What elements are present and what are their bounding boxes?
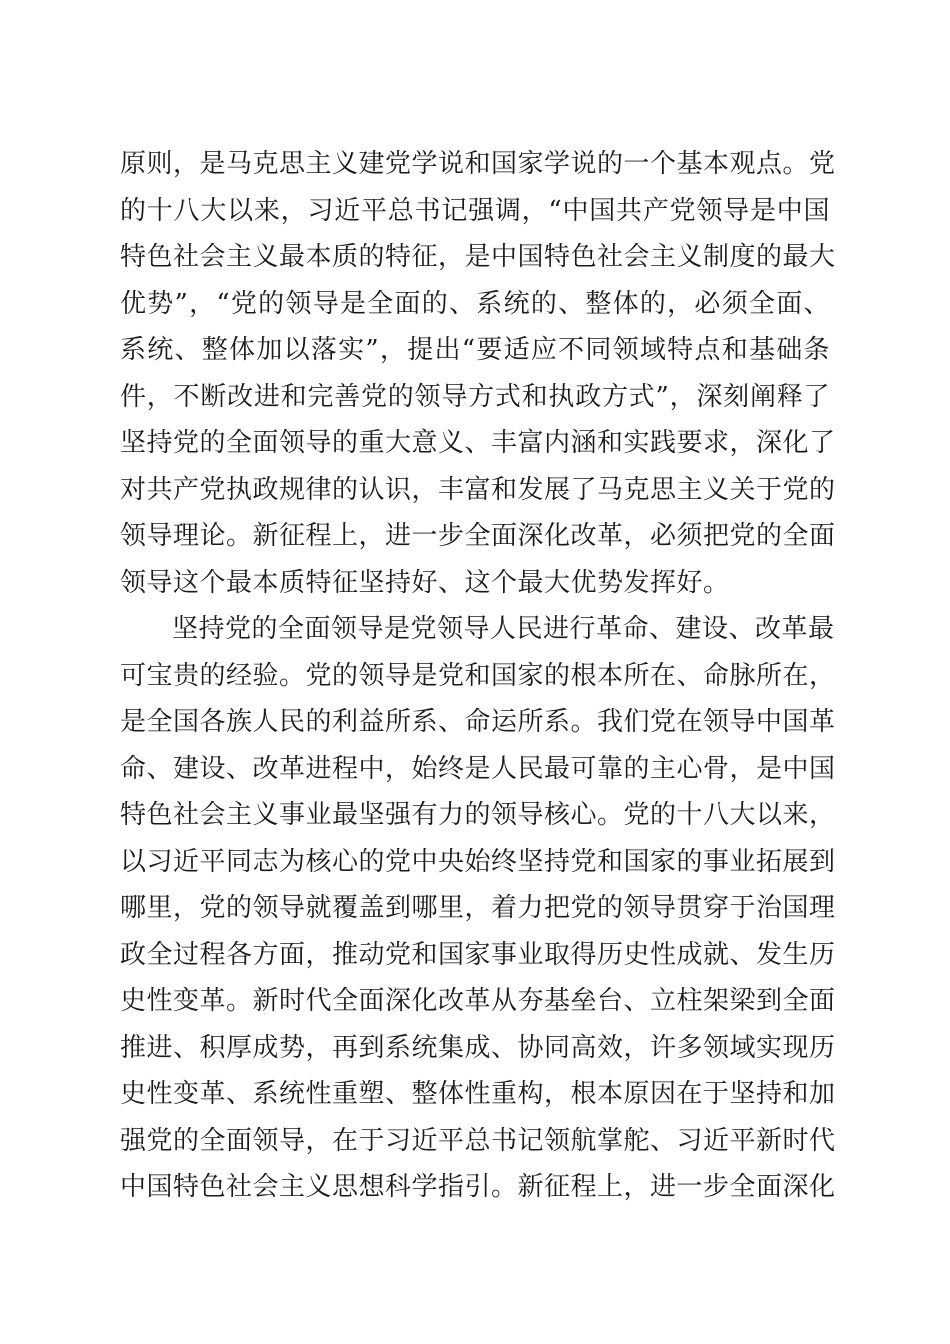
- text-line: 是全国各族人民的利益所系、命运所系。我们党在领导中国革: [120, 707, 836, 737]
- text-line: 史性变革。新时代全面深化改革从夯基垒台、立柱架梁到全面: [120, 986, 836, 1016]
- text-line: 推进、积厚成势，再到系统集成、协同高效，许多领域实现历: [120, 1032, 836, 1063]
- text-line: 领导这个最本质特征坚持好、这个最大优势发挥好。: [120, 567, 730, 598]
- text-line: 坚持党的全面领导的重大意义、丰富内涵和实践要求，深化了: [120, 428, 836, 458]
- text-line: 的十八大以来，习近平总书记强调，“中国共产党领导是中国: [120, 195, 830, 226]
- text-line: 哪里，党的领导就覆盖到哪里，着力把党的领导贯穿于治国理: [120, 893, 836, 923]
- paragraph-2: [120, 606, 836, 1211]
- text-line: 以习近平同志为核心的党中央始终坚持党和国家的事业拓展到: [120, 846, 836, 877]
- text-line: 对共产党执政规律的认识，丰富和发展了马克思主义关于党的: [120, 474, 836, 505]
- text-line: 政全过程各方面，推动党和国家事业取得历史性成就、发生历: [120, 939, 836, 970]
- paragraph-1: [120, 141, 836, 606]
- text-line: 件，不断改进和完善党的领导方式和执政方式”，深刻阐释了: [120, 381, 830, 412]
- text-line: 领导理论。新征程上，进一步全面深化改革，必须把党的全面: [120, 521, 836, 551]
- text-line: 可宝贵的经验。党的领导是党和国家的根本所在、命脉所在，: [120, 660, 836, 691]
- text-line: 原则，是马克思主义建党学说和国家学说的一个基本观点。党: [120, 149, 836, 179]
- text-line: 史性变革、系统性重塑、整体性重构，根本原因在于坚持和加: [120, 1079, 836, 1109]
- text-line: 优势”，“党的领导是全面的、系统的、整体的，必须全面、: [120, 288, 830, 319]
- body-text: [120, 141, 836, 1211]
- text-line: 坚持党的全面领导是党领导人民进行革命、建设、改革最: [172, 614, 835, 644]
- text-line: 命、建设、改革进程中，始终是人民最可靠的主心骨，是中国: [120, 753, 836, 784]
- text-line: 系统、整体加以落实”，提出“要适应不同领域特点和基础条: [120, 335, 830, 365]
- text-line: 中国特色社会主义思想科学指引。新征程上，进一步全面深化: [120, 1172, 836, 1202]
- text-line: 强党的全面领导，在于习近平总书记领航掌舵、习近平新时代: [120, 1125, 836, 1156]
- text-line: 特色社会主义最本质的特征，是中国特色社会主义制度的最大: [120, 242, 836, 272]
- text-line: 特色社会主义事业最坚强有力的领导核心。党的十八大以来，: [120, 800, 836, 830]
